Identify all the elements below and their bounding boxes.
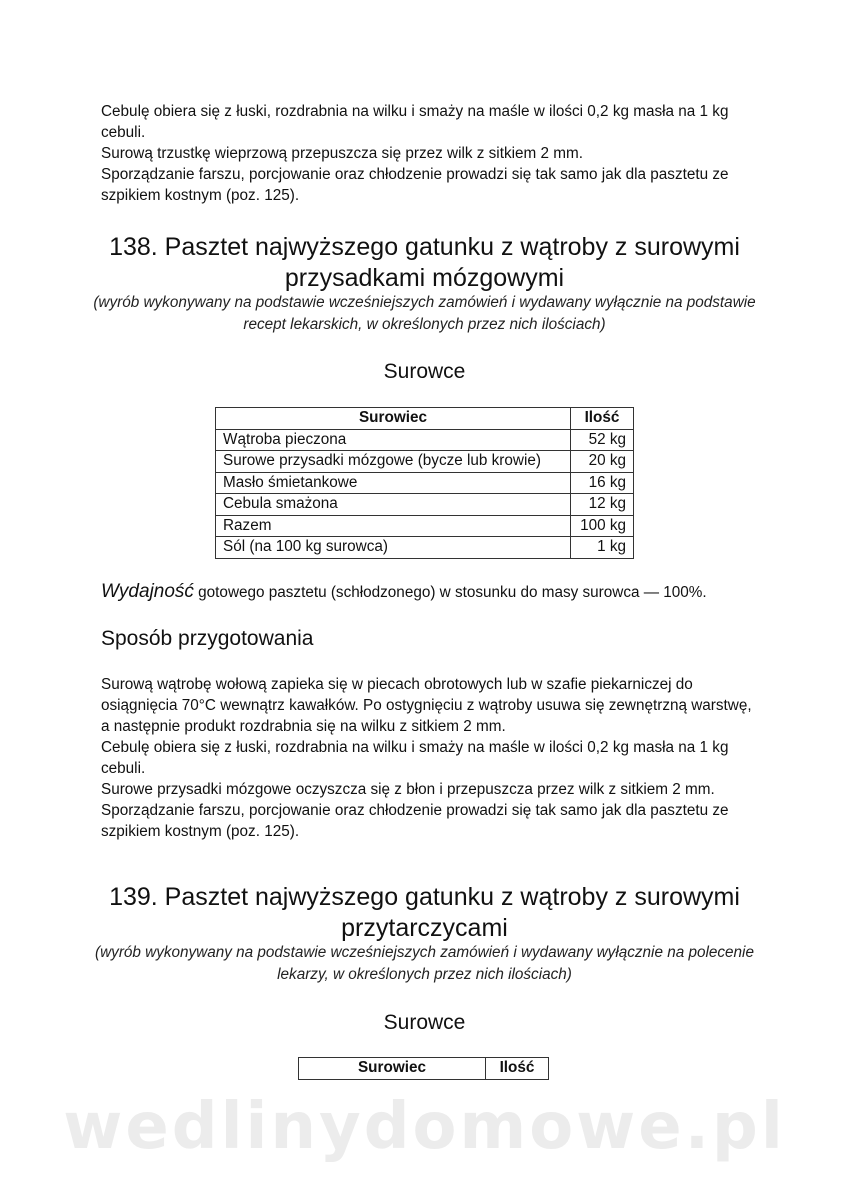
ingredient-name: Masło śmietankowe — [216, 472, 571, 494]
table-row — [216, 429, 634, 451]
recipe-138-note: (wyrób wykonywany na podstawie wcześniejszych zamówień i wydawany wyłącznie na podstawie recept lekarskich, w określonych przez nich ilościach) — [93, 294, 756, 333]
table-row — [216, 537, 634, 559]
recipe-139-ingredients-heading: Surowce — [383, 1011, 466, 1034]
recipe-139-note: (wyrób wykonywany na podstawie wcześniejszych zamówień i wydawany wyłącznie na polecenie lekarzy, w określonych przez nich ilościach) — [95, 944, 754, 983]
method-paragraph: Surową wątrobę wołową zapieka się w piecach obrotowych lub w szafie piekarniczej do osiągnięcia 70°C wewnątrz kawałków. Po ostygnięciu z wątroby usuwa się zewnętrzną warstwę, a następnie produkt rozdrabnia się na wilku z sitkiem 2 mm. — [101, 676, 752, 735]
table-row — [216, 494, 634, 516]
ingredient-name: Surowe przysadki mózgowe (bycze lub krowie) — [216, 451, 571, 473]
table-row — [216, 451, 634, 473]
ingredient-quantity: 1 kg — [571, 537, 634, 559]
recipe-138-ingredients-heading: Surowce — [383, 360, 466, 383]
intro-line: Cebulę obiera się z łuski, rozdrabnia na wilku i smaży na maśle w ilości 0,2 kg masła na 1 kg cebuli. — [101, 103, 729, 141]
ingredient-quantity: 20 kg — [571, 451, 634, 473]
table-row — [216, 515, 634, 537]
intro-line: Sporządzanie farszu, porcjowanie oraz chłodzenie prowadzi się tak samo jak dla pasztetu ze szpikiem kostnym (poz. 125). — [101, 166, 729, 204]
ingredient-quantity: 100 kg — [571, 515, 634, 537]
method-paragraph: Sporządzanie farszu, porcjowanie oraz chłodzenie prowadzi się tak samo jak dla pasztetu ze szpikiem kostnym (poz. 125). — [101, 802, 729, 840]
column-header-ingredient: Surowiec — [299, 1058, 486, 1080]
recipe-139-ingredients-table — [298, 1057, 549, 1080]
yield-label: Wydajność — [101, 581, 194, 602]
yield-text: gotowego pasztetu (schłodzonego) w stosunku do masy surowca — 100%. — [198, 584, 707, 601]
column-header-ingredient: Surowiec — [216, 408, 571, 430]
ingredient-name: Wątroba pieczona — [216, 429, 571, 451]
method-paragraph: Cebulę obiera się z łuski, rozdrabnia na wilku i smaży na maśle w ilości 0,2 kg masła na 1 kg cebuli. — [101, 739, 729, 777]
recipe-138-method-heading: Sposób przygotowania — [101, 627, 314, 650]
ingredient-quantity: 52 kg — [571, 429, 634, 451]
recipe-138-title: 138. Pasztet najwyższego gatunku z wątroby z surowymi przysadkami mózgowymi — [109, 233, 740, 292]
table-row — [216, 472, 634, 494]
intro-paragraphs — [101, 101, 761, 206]
ingredient-quantity: 12 kg — [571, 494, 634, 516]
intro-line: Surową trzustkę wieprzową przepuszcza się przez wilk z sitkiem 2 mm. — [101, 145, 583, 162]
recipe-138-method — [101, 674, 761, 842]
ingredient-name: Razem — [216, 515, 571, 537]
column-header-quantity: Ilość — [571, 408, 634, 430]
ingredient-name: Sól (na 100 kg surowca) — [216, 537, 571, 559]
recipe-138-ingredients-table — [215, 407, 634, 559]
method-paragraph: Surowe przysadki mózgowe oczyszcza się z błon i przepuszcza przez wilk z sitkiem 2 mm. — [101, 781, 715, 798]
ingredient-quantity: 16 kg — [571, 472, 634, 494]
watermark: wedlinydomowe.pl — [63, 1090, 786, 1164]
recipe-139-title: 139. Pasztet najwyższego gatunku z wątroby z surowymi przytarczycami — [109, 883, 740, 942]
column-header-quantity: Ilość — [486, 1058, 549, 1080]
recipe-138-yield — [101, 580, 707, 605]
ingredient-name: Cebula smażona — [216, 494, 571, 516]
table-header-row — [299, 1058, 549, 1080]
table-header-row — [216, 408, 634, 430]
